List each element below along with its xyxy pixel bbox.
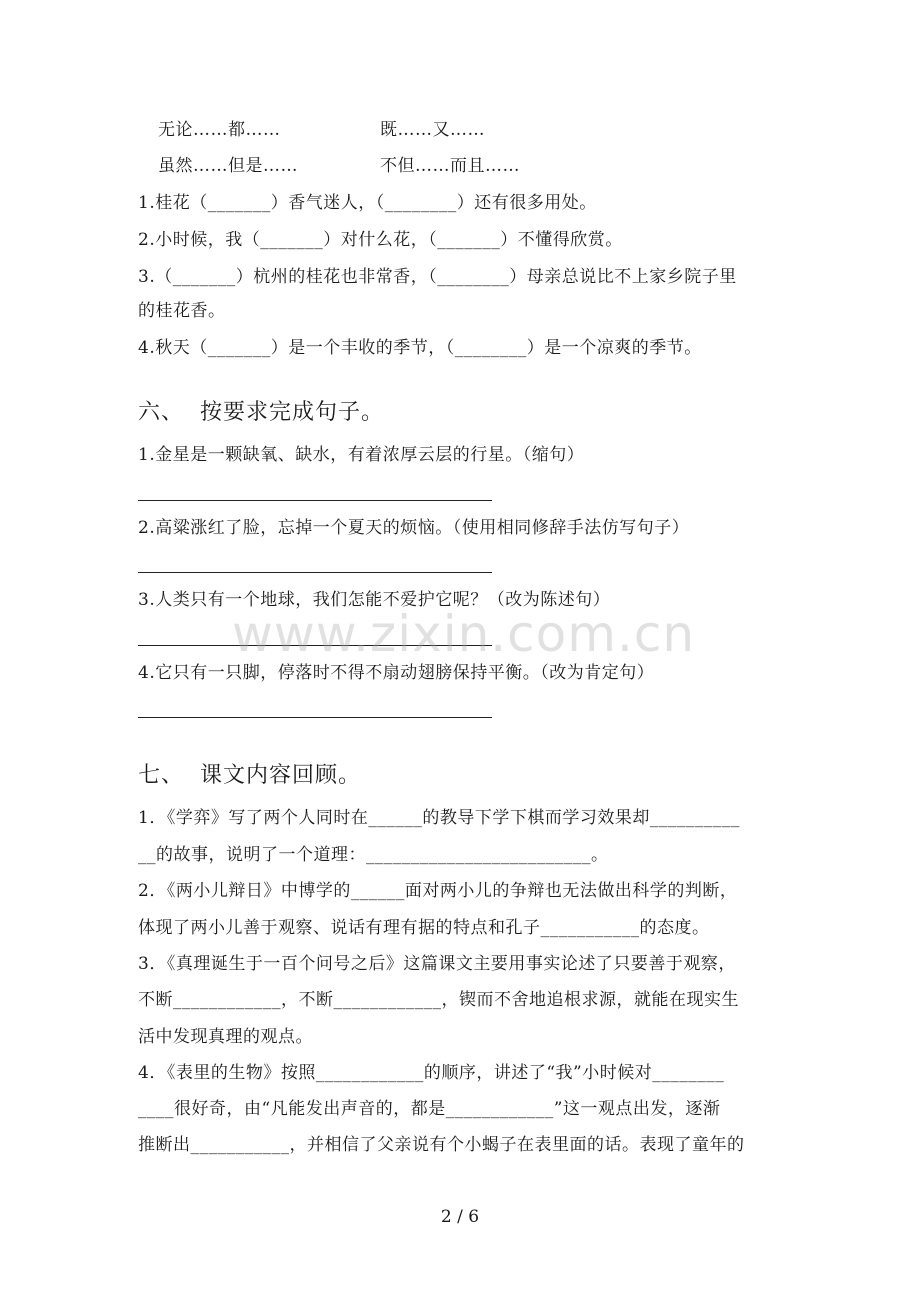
- review-line: 2．《两小儿辩日》中博学的______面对两小儿的争辩也无法做出科学的判断，: [138, 881, 738, 901]
- watermark: www.zixin.com.cn: [232, 605, 696, 663]
- review-line: ____很好奇，由“凡能发出声音的，都是____________”这一观点出发，逐渐: [138, 1099, 721, 1119]
- review-line: 1．《学弈》写了两个人同时在______的教导下学下棋而学习效果却__________: [138, 808, 740, 828]
- answer-line: [138, 572, 492, 573]
- connective-word: 无论……都……: [158, 120, 281, 140]
- review-line: 不断____________，不断____________，锲而不舍地追根求源，就能在现实生: [138, 990, 739, 1010]
- review-line: 推断出___________，并相信了父亲说有个小蝎子在表里面的话。表现了童年的: [138, 1135, 745, 1155]
- question-line: 1.金星是一颗缺氧、缺水，有着浓厚云层的行星。（缩句）: [138, 445, 585, 465]
- section-heading: [138, 761, 361, 791]
- review-line: 活中发现真理的观点。: [138, 1027, 313, 1047]
- section-number: 七、: [138, 763, 185, 788]
- exercise-line: 3.（_______）杭州的桂花也非常香，（________）母亲总说比不上家乡院子里: [138, 267, 737, 287]
- connective-word: 既……又……: [380, 120, 485, 140]
- section-title: 按要求完成句子。: [200, 400, 385, 425]
- exercise-line: 2.小时候，我（_______）对什么花，（_______）不懂得欣赏。: [138, 230, 623, 250]
- exercise-line: 4.秋天（_______）是一个丰收的季节，（________）是一个凉爽的季节。: [138, 338, 702, 358]
- connective-word: 不但……而且……: [380, 156, 520, 176]
- page-number: 2 / 6: [440, 1207, 480, 1227]
- connective-word: 虽然……但是……: [158, 156, 298, 176]
- review-line: 体现了两小儿善于观察、说话有理有据的特点和孔子___________的态度。: [138, 918, 710, 938]
- review-line: __的故事，说明了一个道理：_________________________。: [138, 845, 609, 865]
- question-line: 3.人类只有一个地球，我们怎能不爱护它呢？（改为陈述句）: [138, 590, 611, 610]
- section-heading: [138, 398, 384, 428]
- section-number: 六、: [138, 400, 185, 425]
- exercise-line: 的桂花香。: [138, 301, 226, 321]
- review-line: 4．《表里的生物》按照____________的顺序，讲述了“我”小时候对________: [138, 1063, 725, 1083]
- question-line: 4.它只有一只脚，停落时不得不扇动翅膀保持平衡。（改为肯定句）: [138, 663, 655, 683]
- answer-line: [138, 717, 492, 718]
- question-line: 2.高粱涨红了脸，忘掉一个夏天的烦恼。（使用相同修辞手法仿写句子）: [138, 518, 690, 538]
- exercise-line: 1.桂花（_______）香气迷人，（________）还有很多用处。: [138, 193, 597, 213]
- section-title: 课文内容回顾。: [200, 763, 362, 788]
- review-line: 3．《真理诞生于一百个问号之后》这篇课文主要用事实论述了只要善于观察，: [138, 954, 736, 974]
- answer-line: [138, 500, 492, 501]
